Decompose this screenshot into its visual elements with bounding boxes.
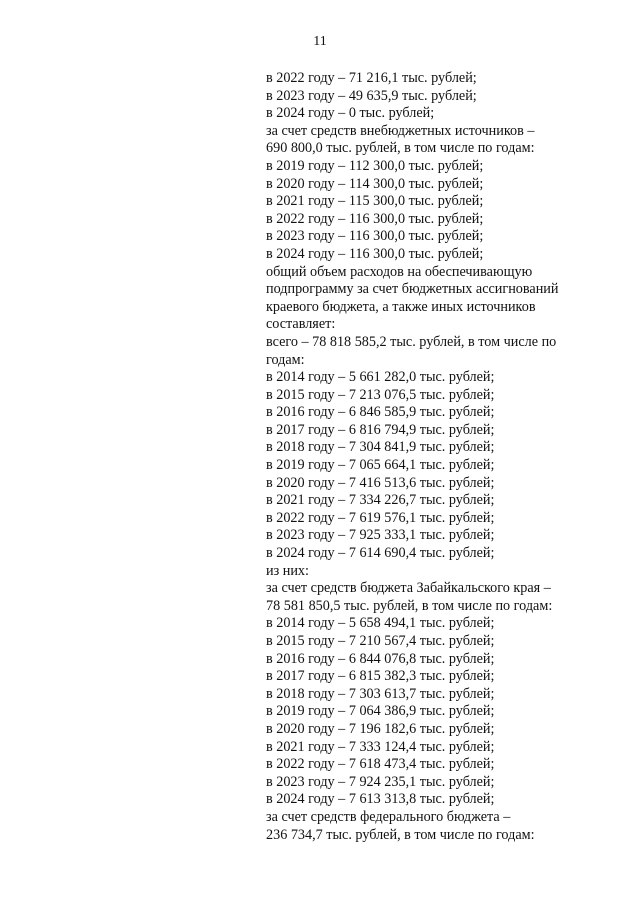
text-line: в 2015 году – 7 210 567,4 тыс. рублей; xyxy=(266,633,495,649)
text-line: в 2022 году – 71 216,1 тыс. рублей; xyxy=(266,70,477,86)
text-line: в 2017 году – 6 816 794,9 тыс. рублей; xyxy=(266,421,495,438)
text-line: в 2020 году – 114 300,0 тыс. рублей; xyxy=(266,175,484,192)
text-line: в 2016 году – 6 846 585,9 тыс. рублей; xyxy=(266,404,495,421)
text-line: в 2018 году – 7 304 841,9 тыс. рублей; xyxy=(266,439,495,456)
document-text-column xyxy=(266,70,596,844)
text-line: в 2024 году – 7 613 313,8 тыс. рублей; xyxy=(266,791,495,808)
text-line: за счет средств внебюджетных источников – xyxy=(266,122,535,139)
text-line: в 2022 году – 7 618 473,4 тыс. рублей; xyxy=(266,756,495,773)
text-line: в 2024 году – 7 614 690,4 тыс. рублей; xyxy=(266,545,495,562)
text-line: годам: xyxy=(266,351,305,368)
text-line: в 2023 году – 49 635,9 тыс. рублей; xyxy=(266,87,477,104)
text-line: 78 581 850,5 тыс. рублей, в том числе по годам: xyxy=(266,597,553,614)
text-line: в 2022 году – 116 300,0 тыс. рублей; xyxy=(266,210,484,227)
text-line: 236 734,7 тыс. рублей, в том числе по годам: xyxy=(266,826,535,843)
text-line: в 2021 году – 7 333 124,4 тыс. рублей; xyxy=(266,738,495,755)
text-line: за счет средств федерального бюджета – xyxy=(266,808,511,825)
text-line: в 2021 году – 115 300,0 тыс. рублей; xyxy=(266,193,484,210)
text-line: в 2022 году – 7 619 576,1 тыс. рублей; xyxy=(266,509,495,526)
text-line: в 2019 году – 7 064 386,9 тыс. рублей; xyxy=(266,703,495,720)
text-line: в 2014 году – 5 658 494,1 тыс. рублей; xyxy=(266,615,495,632)
text-line: в 2023 году – 7 924 235,1 тыс. рублей; xyxy=(266,773,495,790)
text-line: составляет: xyxy=(266,316,336,333)
text-line: в 2021 году – 7 334 226,7 тыс. рублей; xyxy=(266,492,495,509)
text-line: всего – 78 818 585,2 тыс. рублей, в том числе по xyxy=(266,333,557,350)
text-line: в 2016 году – 6 844 076,8 тыс. рублей; xyxy=(266,650,495,667)
text-line: в 2017 году – 6 815 382,3 тыс. рублей; xyxy=(266,668,495,685)
text-line: в 2020 году – 7 416 513,6 тыс. рублей; xyxy=(266,474,495,491)
text-line: в 2023 году – 7 925 333,1 тыс. рублей; xyxy=(266,527,495,544)
text-line: в 2015 году – 7 213 076,5 тыс. рублей; xyxy=(266,386,495,403)
text-line: общий объем расходов на обеспечивающую xyxy=(266,263,533,280)
text-line: в 2019 году – 112 300,0 тыс. рублей; xyxy=(266,157,484,174)
text-line: в 2018 году – 7 303 613,7 тыс. рублей; xyxy=(266,685,495,702)
text-line: краевого бюджета, а также иных источников xyxy=(266,298,536,315)
text-line: в 2019 году – 7 065 664,1 тыс. рублей; xyxy=(266,457,495,474)
text-line: за счет средств бюджета Забайкальского края – xyxy=(266,580,551,597)
text-line: в 2014 году – 5 661 282,0 тыс. рублей; xyxy=(266,369,495,386)
text-line: в 2020 году – 7 196 182,6 тыс. рублей; xyxy=(266,720,495,737)
text-line: в 2024 году – 116 300,0 тыс. рублей; xyxy=(266,245,484,262)
page-number: 11 xyxy=(313,34,327,49)
text-line: в 2024 году – 0 тыс. рублей; xyxy=(266,105,435,122)
text-line: подпрограмму за счет бюджетных ассигнований xyxy=(266,281,559,298)
text-line: в 2023 году – 116 300,0 тыс. рублей; xyxy=(266,228,484,245)
text-line: 690 800,0 тыс. рублей, в том числе по годам: xyxy=(266,140,535,157)
text-line: из них: xyxy=(266,562,309,579)
